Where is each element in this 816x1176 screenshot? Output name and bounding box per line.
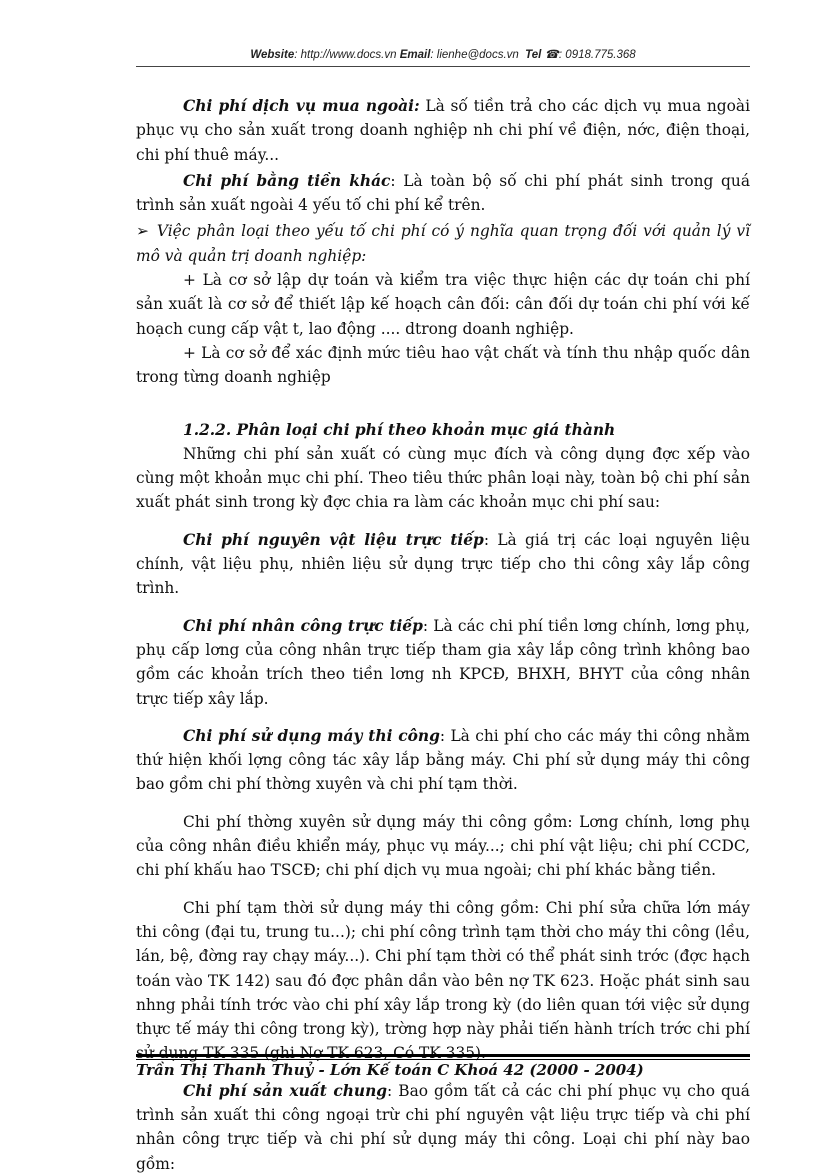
paragraph-general-production: [136, 1079, 750, 1176]
bullet-text: Việc phân loại theo yếu tố chi phí có ý nghĩa quan trọng đối với quản lý vĩ mô và quản trị doanh nghiệp:: [136, 222, 750, 265]
page-header: [136, 47, 750, 67]
paragraph-basis-consumption: [136, 341, 750, 390]
arrow-bullet-icon: ➢: [136, 222, 149, 241]
term-direct-materials: Chi phí nguyên vật liệu trực tiếp: [183, 530, 484, 549]
header-divider: [136, 66, 750, 67]
paragraph-direct-materials: [136, 528, 750, 601]
term-direct-labor: Chi phí nhân công trực tiếp: [183, 616, 423, 635]
paragraph-other-cash: [136, 169, 750, 218]
text-services: Là số tiền trả cho các dịch vụ mua ngoài phục vụ cho sản xuất trong doanh nghiệp nh chi phí về điện, nớc, điện thoại, chi phí thuê máy...: [136, 97, 750, 164]
text-basis-estimate: + Là cơ sở lập dự toán và kiểm tra việc thực hiện các dự toán chi phí sản xuất là cơ sở để thiết lập kế hoạch cân đối: cân đối dự toán chi phí với kế hoạch cung cấp vật t, lao động .... dtrong doanh nghiệp.: [136, 271, 750, 338]
text-cost-items-intro: Những chi phí sản xuất có cùng mục đích và công dụng đợc xếp vào cùng một khoản mục chi phí. Theo tiêu thức phân loại này, toàn bộ chi phí sản xuất phát sinh trong kỳ đợc chia ra làm các khoản mục chi phí sau:: [136, 444, 750, 512]
text-machine-regular: Chi phí thờng xuyên sử dụng máy thi công gồm: Lơng chính, lơng phụ của công nhân điều khiển máy, phục vụ máy...; chi phí vật liệu; chi phí CCDC, chi phí khấu hao TSCĐ; chi phí dịch vụ mua ngoài; chi phí khác bằng tiền.: [136, 812, 750, 880]
website-label: Website: [250, 49, 295, 61]
term-other-cash: Chi phí bằng tiền khác: [183, 171, 391, 190]
tel-label: Tel: [525, 49, 542, 61]
text-direct-labor: : Là các chi phí tiền lơng chính, lơng phụ, phụ cấp lơng của công nhân trực tiếp tham gia xây lắp công trình không bao gồm các khoản trích theo tiền lơng nh KPCĐ, BHXH, BHYT của công nhân trực tiếp xây lắp.: [136, 616, 750, 708]
document-body: [136, 94, 750, 1176]
paragraph-basis-estimate: [136, 268, 750, 341]
email-label: Email: [399, 49, 431, 61]
phone-icon: ☎: [544, 49, 559, 61]
page-footer: Trần Thị Thanh Thuỷ - Lớn Kế toán C Khoá 42 (2000 - 2004): [136, 1061, 644, 1079]
website-value: : http://www.docs.vn: [294, 49, 397, 61]
text-basis-consumption: + Là cơ sở để xác định mức tiêu hao vật chất và tính thu nhập quốc dân trong từng doanh nghiệp: [136, 343, 750, 387]
text-general-production: : Bao gồm tất cả các chi phí phục vụ cho quá trình sản xuất thi công ngoại trừ chi phí nguyên vật liệu trực tiếp và chi phí nhân công trực tiếp và chi phí sử dụng máy thi công. Loại chi phí này bao gồm:: [136, 1081, 750, 1173]
email-value: : lienhe@docs.vn: [430, 49, 519, 61]
paragraph-direct-labor: [136, 614, 750, 711]
paragraph-machine-regular: [136, 810, 750, 883]
term-services: Chi phí dịch vụ mua ngoài:: [183, 97, 420, 115]
text-other-cash: : Là toàn bộ số chi phí phát sinh trong quá trình sản xuất ngoài 4 yếu tố chi phí kể trên.: [136, 171, 750, 215]
text-machine-temporary: Chi phí tạm thời sử dụng máy thi công gồm: Chi phí sửa chữa lớn máy thi công (đại tu, trung tu...); chi phí công trình tạm thời cho máy thi công (lều, lán, bệ, đờng ray chạy máy...). Chi phí tạm thời có thể phát sinh trớc (đợc hạch toán vào TK 142) sau đó đợc phân dần vào bên nợ TK 623. Hoặc phát sinh sau nhng phải tính trớc vào chi phí xây lắp trong kỳ (do liên quan tới việc sử dụng thực tế máy thi công trong kỳ), trờng hợp này phải tiến hành trích trớc chi phí sử dụng TK 335 (ghi Nợ TK 623, Có TK 335).: [136, 898, 750, 1063]
bullet-classification-meaning: [136, 219, 750, 268]
text-direct-materials: : Là giá trị các loại nguyên liệu chính, vật liệu phụ, nhiên liệu sử dụng trực tiếp cho thi công xây lắp công trình.: [136, 530, 750, 598]
text-machine-use: : Là chi phí cho các máy thi công nhằm thứ hiện khối lợng công tác xây lắp bằng máy. Chi phí sử dụng máy thi công bao gồm chi phí thờng xuyên và chi phí tạm thời.: [136, 726, 750, 794]
section-heading: 1.2.2. Phân loại chi phí theo khoản mục giá thành: [183, 420, 616, 439]
paragraph-cost-items-intro: [136, 442, 750, 515]
paragraph-services: [136, 94, 750, 167]
footer-divider-thick: [136, 1054, 750, 1057]
term-machine-use: Chi phí sử dụng máy thi công: [183, 726, 440, 745]
paragraph-machine-use: [136, 724, 750, 797]
term-general-production: Chi phí sản xuất chung: [183, 1081, 388, 1100]
tel-value: : 0918.775.368: [558, 49, 636, 61]
paragraph-machine-temporary: [136, 896, 750, 1066]
footer-divider-thin: [136, 1059, 750, 1060]
